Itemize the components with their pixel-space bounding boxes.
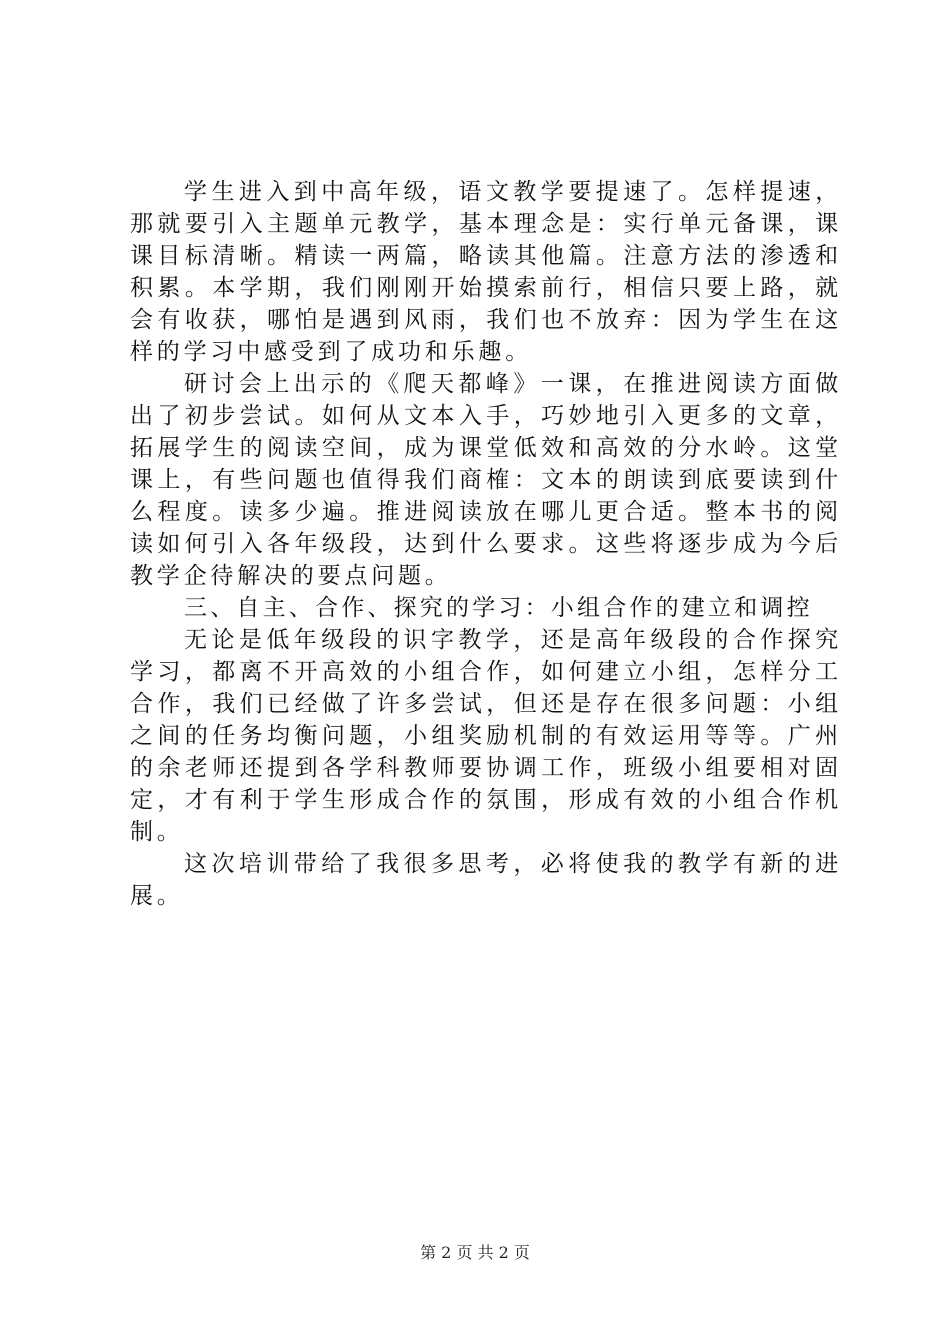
page-number-footer: 第 2 页 共 2 页 [420, 1243, 530, 1262]
document-body [130, 176, 842, 912]
paragraph-group-cooperation: 无论是低年级段的识字教学，还是高年级段的合作探究学习，都离不开高效的小组合作，如何建立小组，怎样分工合作，我们已经做了许多尝试，但还是存在很多问题：小组之间的任务均衡问题，小组奖励机制的有效运用等等。广州的余老师还提到各学科教师要协调工作，班级小组要相对固定，才有利于学生形成合作的氛围，形成有效的小组合作机制。 [130, 627, 842, 845]
paragraph-unit-teaching: 学生进入到中高年级，语文教学要提速了。怎样提速，那就要引入主题单元教学，基本理念是：实行单元备课，课课目标清晰。精读一两篇，略读其他篇。注意方法的渗透和积累。本学期，我们刚刚开始摸索前行，相信只要上路，就会有收获，哪怕是遇到风雨，我们也不放弃：因为学生在这样的学习中感受到了成功和乐趣。 [130, 179, 842, 365]
paragraph-conclusion: 这次培训带给了我很多思考，必将使我的教学有新的进展。 [130, 851, 842, 909]
paragraph-seminar-lesson: 研讨会上出示的《爬天都峰》一课，在推进阅读方面做出了初步尝试。如何从文本入手，巧妙地引入更多的文章，拓展学生的阅读空间，成为课堂低效和高效的分水岭。这堂课上，有些问题也值得我们商榷：文本的朗读到底要读到什么程度。读多少遍。推进阅读放在哪儿更合适。整本书的阅读如何引入各年级段，达到什么要求。这些将逐步成为今后教学企待解决的要点问题。 [130, 371, 842, 589]
section-heading: 三、自主、合作、探究的学习：小组合作的建立和调控 [184, 595, 813, 621]
